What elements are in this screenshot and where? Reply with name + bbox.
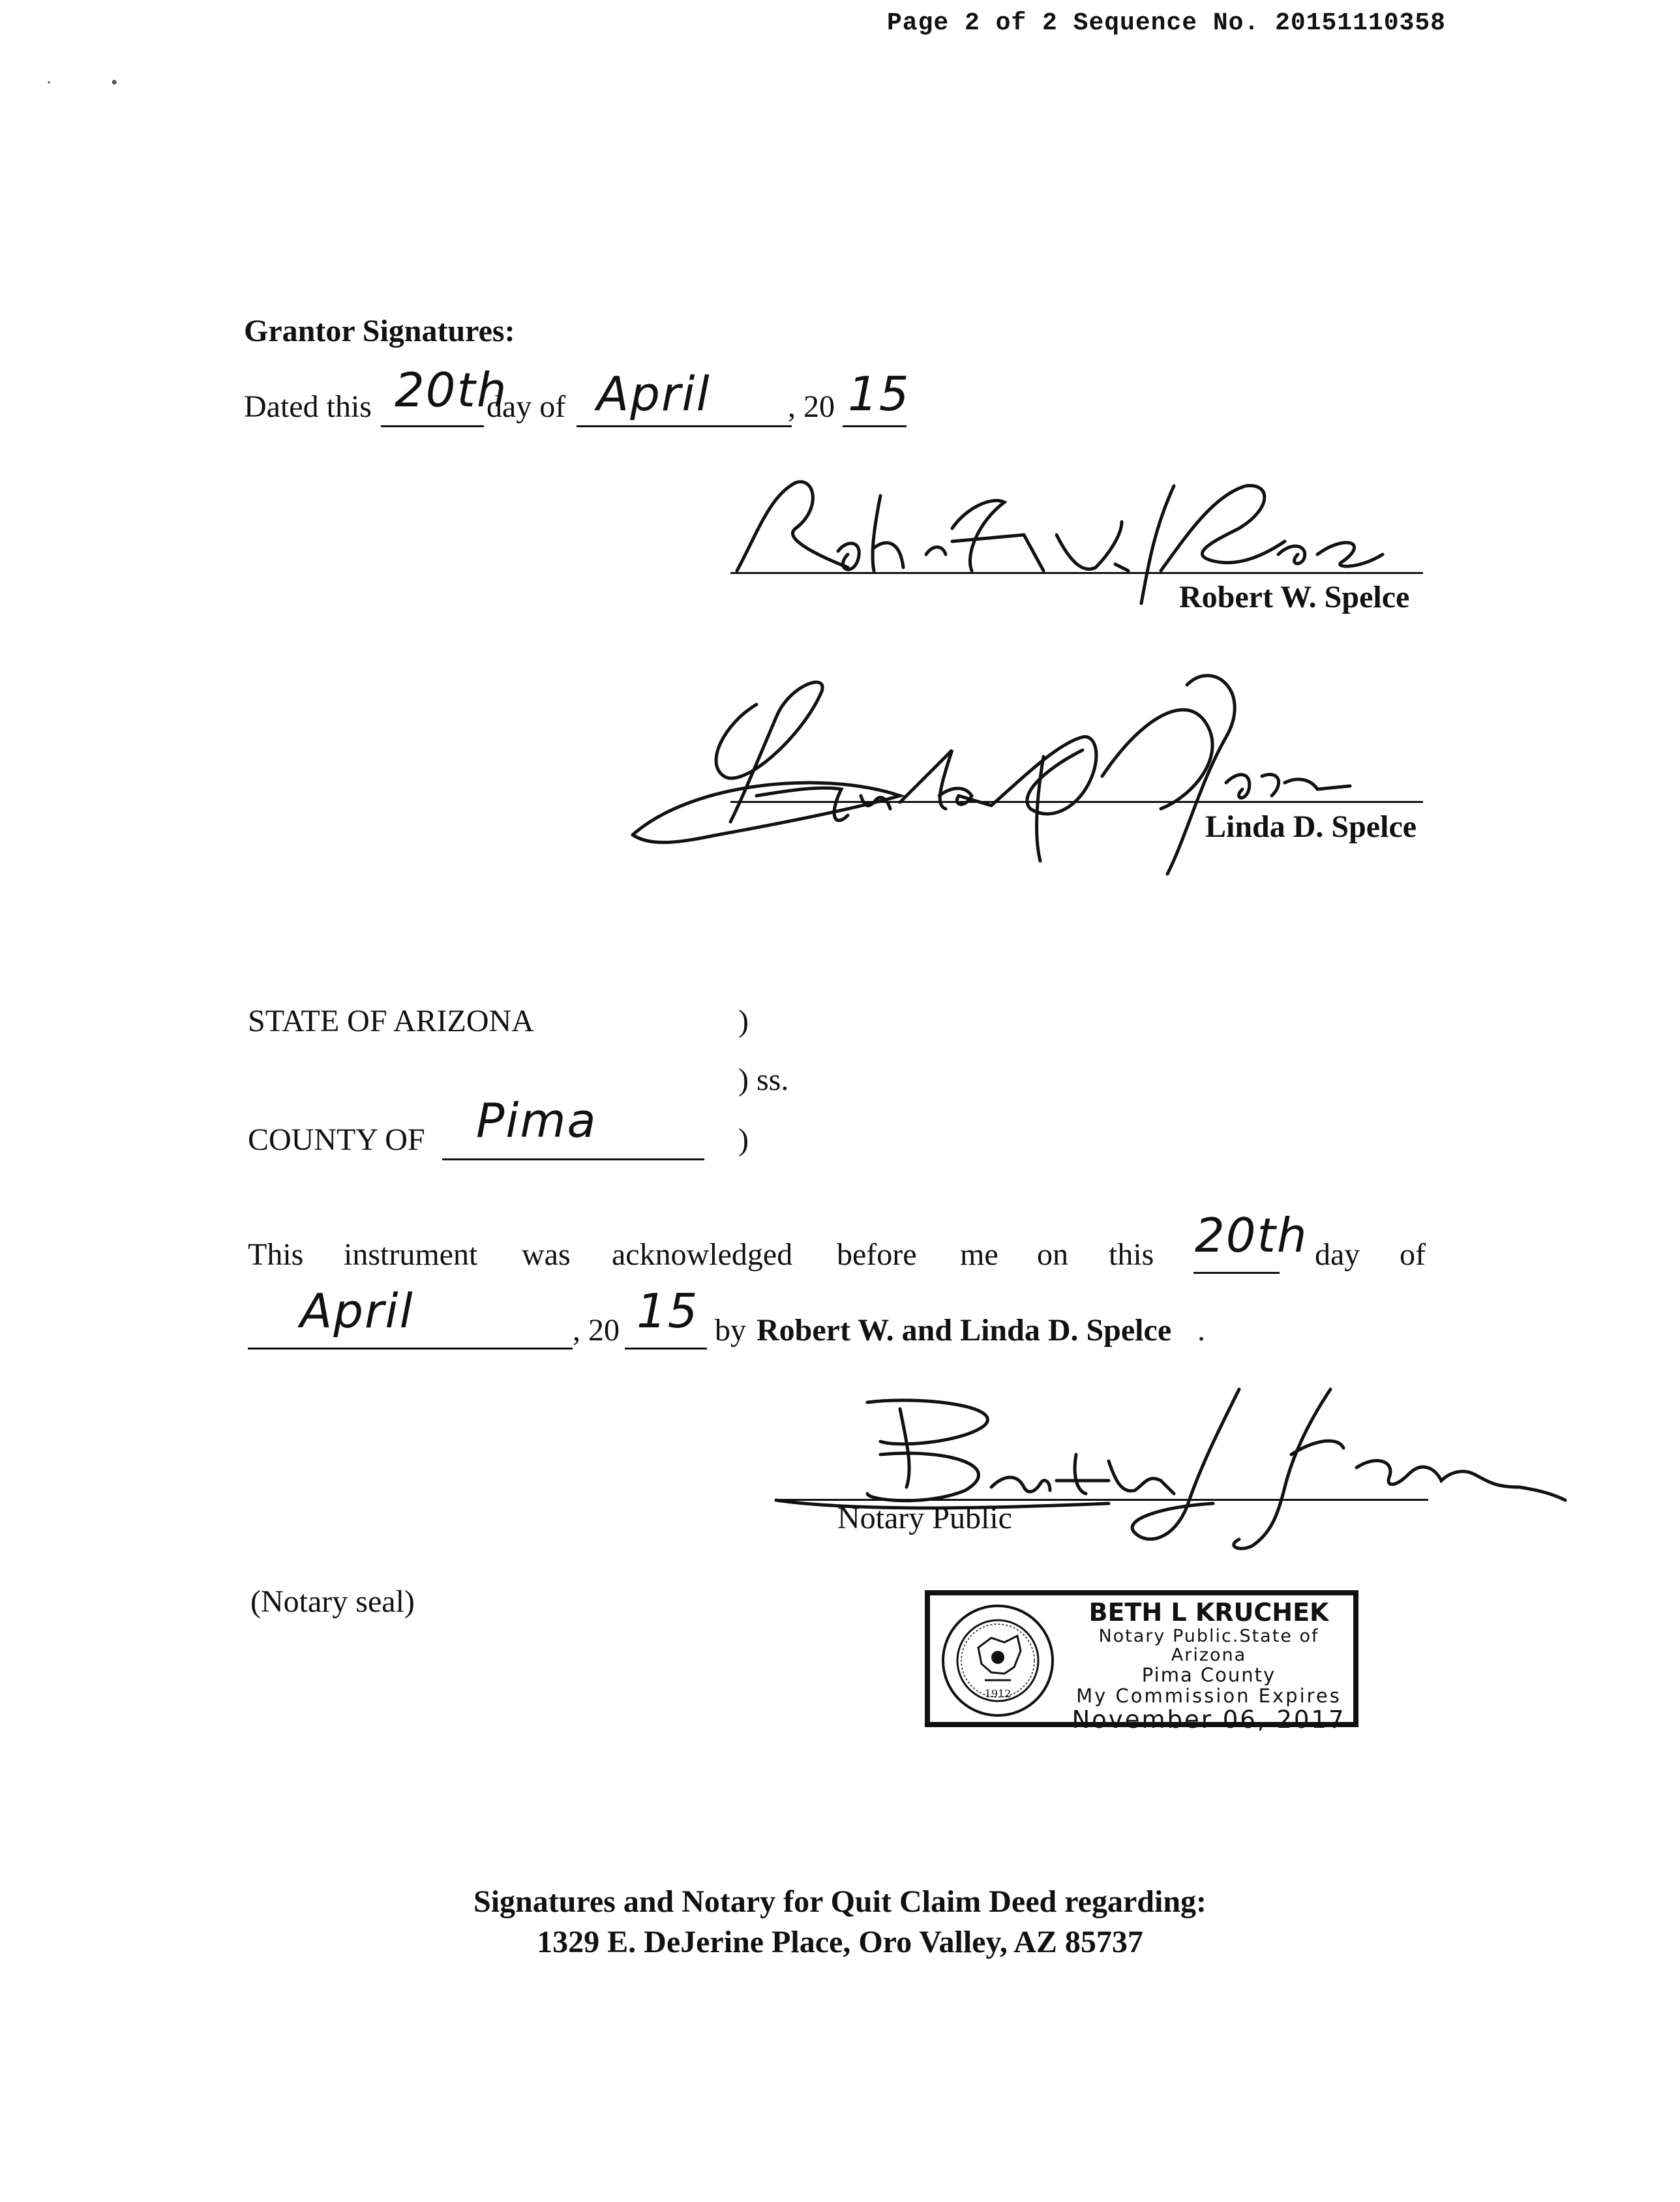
- arizona-seal-emblem: [939, 1602, 1057, 1719]
- signer2-name: Linda D. Spelce: [1205, 809, 1417, 844]
- stamp-line-5: November 06, 2017: [1072, 1705, 1346, 1734]
- arizona-seal-emblem-year: 1912: [984, 1687, 1012, 1700]
- grantor-heading: Grantor Signatures:: [244, 314, 515, 348]
- dated-year-prefix: , 20: [788, 389, 835, 424]
- dated-year-handwritten: 15: [848, 367, 910, 421]
- ack-word-3: was: [522, 1237, 571, 1272]
- ack-by-text: by: [715, 1313, 746, 1348]
- venue-paren-1: ): [738, 1004, 749, 1038]
- venue-ss: ) ss.: [738, 1063, 789, 1097]
- ack-year-handwritten: 15: [637, 1284, 699, 1338]
- ack-word-6: me: [960, 1237, 998, 1272]
- notary-signature: [770, 1376, 1572, 1565]
- venue-state: STATE OF ARIZONA: [248, 1004, 534, 1038]
- dated-prefix: Dated this: [244, 389, 372, 424]
- ack-day-handwritten: 20th: [1195, 1208, 1308, 1263]
- notary-stamp: [925, 1590, 1358, 1734]
- ack-day-word: day: [1315, 1237, 1360, 1272]
- stamp-line-4: My Commission Expires: [1076, 1685, 1342, 1708]
- ack-of-word: of: [1400, 1237, 1426, 1272]
- ack-word-1: This: [248, 1237, 304, 1272]
- footer-line-2: 1329 E. DeJerine Place, Oro Valley, AZ 85737: [537, 1925, 1143, 1959]
- dated-day-of: day of: [487, 389, 566, 424]
- stamp-notary-name: BETH L KRUCHEK: [1088, 1598, 1329, 1627]
- ack-year-prefix: , 20: [573, 1313, 620, 1348]
- footer-line-1: Signatures and Notary for Quit Claim Deed regarding:: [473, 1884, 1207, 1919]
- ack-word-5: before: [837, 1237, 917, 1272]
- notary-public-label: Notary Public: [837, 1501, 1012, 1535]
- ack-month-handwritten: April: [300, 1284, 414, 1338]
- venue-paren-2: ): [738, 1123, 749, 1157]
- venue-county-label: COUNTY OF: [248, 1123, 425, 1157]
- ack-word-4: acknowledged: [612, 1237, 793, 1272]
- ack-word-7: on: [1037, 1237, 1068, 1272]
- venue-county-handwritten: Pima: [476, 1093, 597, 1148]
- dated-day-handwritten: 20th: [395, 363, 508, 417]
- stamp-line-2: Notary Public.State of Arizona: [1098, 1625, 1319, 1666]
- ack-word-8: this: [1109, 1237, 1154, 1272]
- page-sequence-header: Page 2 of 2 Sequence No. 20151110358: [887, 9, 1446, 37]
- ack-word-2: instrument: [344, 1237, 478, 1272]
- ack-names: Robert W. and Linda D. Spelce: [757, 1313, 1172, 1348]
- dated-month-handwritten: April: [597, 367, 711, 421]
- linda-spelce-signature: [626, 665, 1422, 881]
- notary-seal-label: (Notary seal): [250, 1584, 415, 1619]
- scan-specks: · •: [46, 72, 118, 93]
- ack-period: .: [1197, 1313, 1205, 1348]
- signer1-name: Robert W. Spelce: [1179, 580, 1410, 614]
- stamp-line-3: Pima County: [1141, 1664, 1276, 1687]
